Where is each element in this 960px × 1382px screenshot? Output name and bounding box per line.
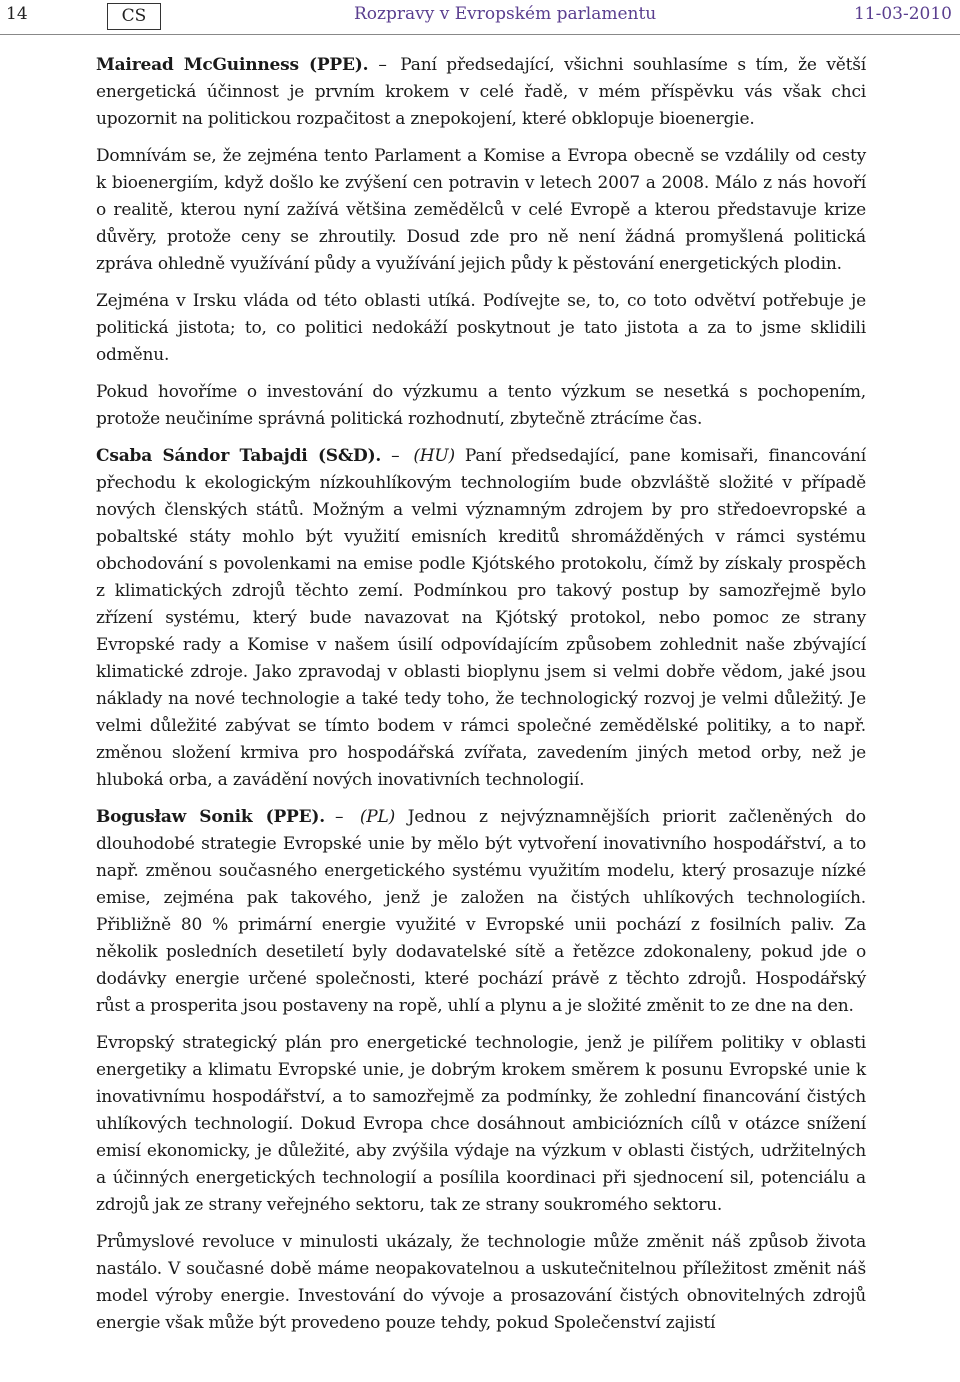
paragraph: Domnívám se, že zejména tento Parlament a Komise a Evropa obecně se vzdálily od cesty k bioenergiím, když došlo ke zvýšení cen potravin v letech 2007 a 2008. Málo z nás hovoří o realitě, kterou nyní zažívá většina zemědělců v celé Evropě a kterou představuje krize důvěry, protože ceny se zhroutily. Dosud zde pro ně není žádná promyšlená politická zpráva ohledně využívání půdy a využívání jejich půdy k pěstování energetických plodin.	[96, 146, 866, 274]
page-header	[0, 0, 960, 36]
language-code: (HU)	[413, 446, 455, 466]
paragraph-text: Paní předsedající, všichni souhlasíme s tím, že větší energetická účinnost je prvním krokem v celé řadě, v mém příspěvku vás však chci upozornit na politickou rozpačitost a znepokojení, které obklopuje bioenergie.	[96, 55, 866, 129]
paragraph-mcguinness	[96, 52, 866, 133]
paragraph-text: Paní předsedající, pane komisaři, financování přechodu k ekologickým nízkouhlíkovým technologiím bude obzvláště složité v případě nových členských států. Možným a velmi významným zdrojem by pro středoevropské a pobaltské státy mohlo být využití emisních kreditů shromážděných v rámci systému obchodování s povolenkami na emise podle Kjótského protokolu, čímž by získaly prospěch z klimatických zdrojů těchto zemí. Podmínkou pro takový postup by samozřejmě bylo zřízení systému, který bude navazovat na Kjótský protokol, nebo pomoc ze strany Evropské rady a Komise v našem úsilí odpovídajícím způsobem zohlednit naše zbývající klimatické zdroje. Jako zpravodaj v oblasti bioplynu jsem si velmi dobře vědom, jaké jsou náklady na nové technologie a také tedy toho, že technologický rozvoj je velmi důležitý. Je velmi důležité zabývat se tímto bodem v rámci společné zemědělské politiky, a to např. změnou složení krmiva pro hospodářská zvířata, zavedením jiných metod orby, než je hluboká orba, a zavádění nových inovativních technologií.	[96, 446, 866, 790]
paragraph-tabajdi	[96, 443, 866, 794]
language-badge: CS	[107, 3, 161, 30]
page-number: 14	[6, 4, 28, 24]
speech-dash: –	[391, 446, 400, 466]
paragraph: Evropský strategický plán pro energetické technologie, jenž je pilířem politiky v oblasti energetiky a klimatu Evropské unie, je dobrým krokem směrem k posunu Evropské unie k inovativnímu hospodářství, a to samozřejmě za podmínky, že zohlední financování čistých uhlíkových technologií. Dokud Evropa chce dosáhnout ambiciózních cílů v otázce snížení emisí ekonomicky, je důležité, aby zvýšila výdaje na výzkum v oblasti čistých, udržitelných a účinných energetických technologií a posílila koordinaci při sjednocení sil, potenciálu a zdrojů jak ze strany veřejného sektoru, tak ze strany soukromého sektoru.	[96, 1033, 866, 1215]
paragraph: Průmyslové revoluce v minulosti ukázaly, že technologie může změnit náš způsob života nastálo. V současné době máme neopakovatelnou a uskutečnitelnou příležitost změnit náš model výroby energie. Investování do vývoje a prosazování čistých obnovitelných zdrojů energie však může být provedeno pouze tehdy, pokud Společenství zajistí	[96, 1232, 866, 1333]
speech-dash: –	[334, 807, 344, 827]
paragraph: Zejména v Irsku vláda od této oblasti utíká. Podívejte se, to, co toto odvětví potřebuje je politická jistota; to, co politici nedokáží poskytnout je tato jistota a za to jsme sklidili odměnu.	[96, 291, 866, 365]
paragraph-sonik	[96, 804, 866, 1020]
speaker-name: Csaba Sándor Tabajdi (S&D).	[96, 446, 382, 466]
header-divider	[0, 34, 960, 35]
publication-date: 11-03-2010	[853, 4, 952, 24]
paragraph: Pokud hovoříme o investování do výzkumu a tento výzkum se nesetká s pochopením, protože neučiníme správná politická rozhodnutí, zbytečně ztrácíme čas.	[96, 382, 866, 429]
language-code: (PL)	[359, 807, 396, 827]
speaker-name: Mairead McGuinness (PPE).	[96, 55, 369, 75]
paragraph-text: Jednou z nejvýznamnějších priorit začleněných do dlouhodobé strategie Evropské unie by mělo být vytvoření inovativního hospodářství, a to např. změnou současného energetického systému využitím modelu, který prosazuje nízké emise, zejména pak takového, jenž je založen na čistých uhlíkových technologiích. Přibližně 80 % primární energie využité v Evropské unii pochází z fosilních paliv. Za několik posledních desetiletí byly dodavatelské sítě a řetězce zdokonaleny, pokud jde o dodávky energie určené společnosti, které pochází právě z těchto zdrojů. Hospodářský růst a prosperita jsou postaveny na ropě, uhlí a plynu a je složité změnit to ze dne na den.	[96, 807, 866, 1016]
publication-title: Rozpravy v Evropském parlamentu	[354, 4, 657, 24]
speaker-name: Bogusław Sonik (PPE).	[96, 807, 325, 827]
document-body	[96, 52, 866, 1347]
speech-dash: –	[378, 55, 387, 75]
